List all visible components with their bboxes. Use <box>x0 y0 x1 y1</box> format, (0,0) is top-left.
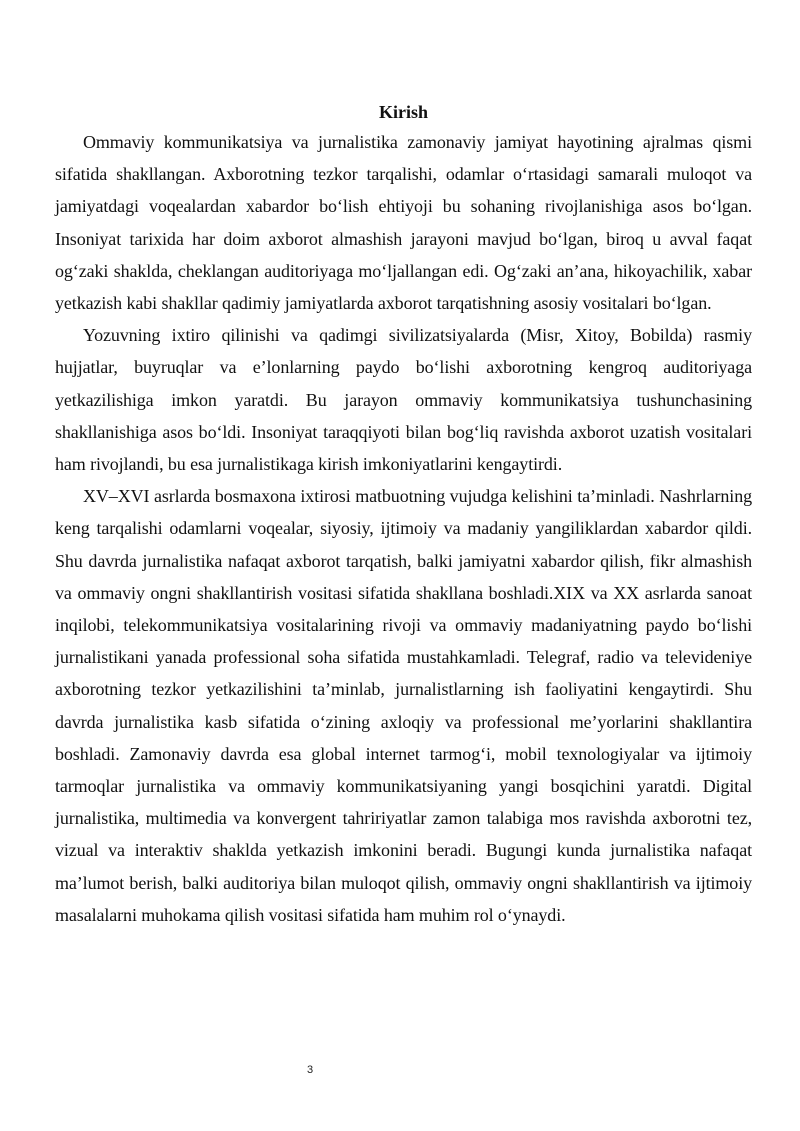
document-page <box>55 96 752 931</box>
paragraph-2: Yozuvning ixtiro qilinishi va qadimgi sivilizatsiyalarda (Misr, Xitoy, Bobilda) rasmiy hujjatlar, buyruqlar va e’lonlarning paydo bo‘lishi axborotning kengroq auditoriyaga yetkazilishiga imkon yaratdi. Bu jarayon ommaviy kommunikatsiya tushunchasining shakllanishiga asos bo‘ldi. Insoniyat taraqqiyoti bilan bog‘liq ravishda axborot uzatish vositalari ham rivojlandi, bu esa jurnalistikaga kirish imkoniyatlarini kengaytirdi. <box>55 325 752 475</box>
paragraph-1: Ommaviy kommunikatsiya va jurnalistika zamonaviy jamiyat hayotining ajralmas qismi sifatida shakllangan. Axborotning tezkor tarqalishi, odamlar o‘rtasidagi samarali muloqot va jamiyatdagi voqealardan xabardor bo‘lish ehtiyoji bu sohaning rivojlanishiga asos bo‘lgan. Insoniyat tarixida har doim axborot almashish jarayoni mavjud bo‘lgan, biroq u avval faqat og‘zaki shaklda, cheklangan auditoriyaga mo‘ljallangan edi. Og‘zaki an’ana, hikoyachilik, xabar yetkazish kabi shakllar qadimiy jamiyatlarda axborot tarqatishning asosiy vositalari bo‘lgan. <box>55 132 752 314</box>
paragraph-3: XV–XVI asrlarda bosmaxona ixtirosi matbuotning vujudga kelishini ta’minladi. Nashrlarning keng tarqalishi odamlarni voqealar, siyosiy, ijtimoiy va madaniy yangiliklardan xabardor qildi. Shu davrda jurnalistika nafaqat axborot tarqatish, balki jamiyatni xabardor qilish, fikr almashish va ommaviy ongni shakllantirish vositasi sifatida shakllana boshladi.XIX va XX asrlarda sanoat inqilobi, telekommunikatsiya vositalarining rivoji va ommaviy madaniyatning paydo bo‘lishi jurnalistikani yanada professional soha sifatida mustahkamladi. Telegraf, radio va televideniye axborotning tezkor yetkazilishini ta’minlab, jurnalistlarning ish faoliyatini kengaytirdi. Shu davrda jurnalistika kasb sifatida o‘zining axloqiy va professional me’yorlarini shakllantira boshladi. Zamonaviy davrda esa global internet tarmog‘i, mobil texnologiyalar va ijtimoiy tarmoqlar jurnalistika va ommaviy kommunikatsiyaning yangi bosqichini yaratdi. Digital jurnalistika, multimedia va konvergent tahririyatlar zamon talabiga mos ravishda axborotni tez, vizual va interaktiv shaklda yetkazish imkonini beradi. Bugungi kunda jurnalistika nafaqat ma’lumot berish, balki auditoriya bilan muloqot qilish, ommaviy ongni shakllantirish va ijtimoiy masalalarni muhokama qilish vositasi sifatida ham muhim rol o‘ynaydi. <box>55 486 752 925</box>
page-number: 3 <box>306 1064 314 1076</box>
section-title: Kirish <box>378 102 428 122</box>
